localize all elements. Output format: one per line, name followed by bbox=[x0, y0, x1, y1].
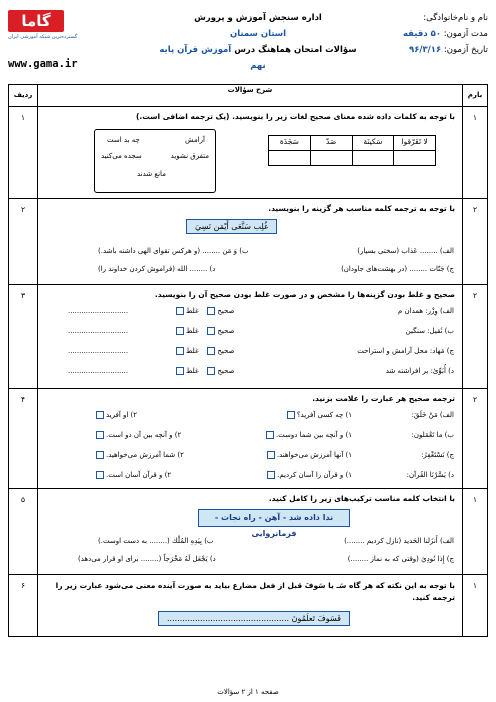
word-cell: سَكينَة bbox=[352, 136, 394, 151]
question-score: ۱ bbox=[463, 489, 488, 575]
date-value: ۹۶/۳/۱۶ bbox=[409, 45, 442, 55]
page-footer: صفحه ۱ از ۲ سؤالات bbox=[217, 688, 279, 696]
question-row-2 bbox=[9, 199, 488, 285]
fill-item-a: الف) ........ عَذاب (سختی بسیار) bbox=[357, 247, 454, 255]
word-box-wrap bbox=[186, 219, 277, 234]
tf-options: صحیح غلط bbox=[174, 367, 234, 375]
question-row-4 bbox=[9, 389, 488, 489]
mc-option-1[interactable]: ۱) و قرآن را آسان کردیم. bbox=[265, 471, 352, 479]
option-checkbox[interactable] bbox=[267, 471, 275, 479]
tf-options: صحیح غلط bbox=[174, 327, 234, 335]
date-label: تاریخ آزمون: bbox=[443, 45, 488, 55]
answer-cell[interactable] bbox=[269, 151, 311, 166]
question-body-4 bbox=[38, 389, 463, 489]
translate-box[interactable]: فَسَوفَ تَعلَمُونَ ................................................ bbox=[158, 611, 350, 626]
option-checkbox[interactable] bbox=[96, 411, 104, 419]
exam-title-prefix: سؤالات امتحان هماهنگ درس bbox=[234, 45, 357, 55]
answer-cell[interactable] bbox=[394, 151, 436, 166]
mc-option-1[interactable]: ۱) چه کسی آفرید؟ bbox=[285, 411, 352, 419]
option-checkbox[interactable] bbox=[266, 431, 274, 439]
wrong-checkbox[interactable] bbox=[176, 347, 184, 355]
question-text: صحیح و غلط بودن گزینه‌ها را مشخص و در صورت غلط بودن صحیح آن را بنویسید. bbox=[154, 290, 455, 299]
mc-label: ب) ما تَعْمَلون: bbox=[411, 431, 454, 439]
word-options-scroll bbox=[94, 129, 216, 193]
question-score: ۱ bbox=[463, 575, 488, 637]
word-cell: صَدّ bbox=[310, 136, 352, 151]
exam-title-block bbox=[158, 10, 358, 74]
mc-option-2[interactable]: ۲) او آفرید bbox=[94, 411, 137, 419]
question-row-6 bbox=[9, 575, 488, 637]
fill-item-b: ب) وَ مَن ........ (و هرکس تقوای الهی داشته باشد.) bbox=[98, 247, 249, 255]
mc-option-2[interactable]: ۲) و آنچه بین آن دو است. bbox=[94, 431, 181, 439]
questions-table bbox=[8, 84, 488, 637]
mc-label: الف) مَنْ خَلَقَ: bbox=[411, 411, 454, 419]
fill-item-b: ب) بِيَدِهِ المُلْك (........ به دست اوست.) bbox=[98, 537, 214, 545]
right-checkbox[interactable] bbox=[207, 347, 215, 355]
option-word: چه بد است bbox=[107, 136, 140, 144]
tf-options: صحیح غلط bbox=[174, 347, 234, 355]
answer-cell[interactable] bbox=[310, 151, 352, 166]
question-body-6 bbox=[38, 575, 463, 637]
mc-label: د) يَسَّرْنَا القُرآن: bbox=[406, 471, 454, 479]
question-text: با توجه به کلمات داده شده معنای صحیح لغات زیر را بنویسید. (یک ترجمه اضافی است.) bbox=[135, 112, 455, 121]
option-word: آرامش bbox=[185, 136, 205, 144]
header-score-col: بارم bbox=[463, 85, 488, 107]
duration-value: ۵۰ دقیقه bbox=[403, 29, 442, 39]
question-body-1 bbox=[38, 107, 463, 199]
question-score: ۲ bbox=[463, 285, 488, 389]
correction-line[interactable]: ........................... bbox=[68, 347, 129, 355]
mc-option-2[interactable]: ۲) و قرآن آسان است. bbox=[94, 471, 171, 479]
option-checkbox[interactable] bbox=[96, 431, 104, 439]
header-questions-col: شرح سؤالات bbox=[38, 85, 463, 107]
question-body-2 bbox=[38, 199, 463, 285]
site-url[interactable]: www.gama.ir bbox=[8, 58, 78, 70]
tf-item: الف) وِزْر: همدان م bbox=[397, 307, 454, 315]
duration-label: مدت آزمون: bbox=[443, 29, 488, 39]
question-text: با انتخاب کلمه مناسب ترکیب‌های زیر را کامل کنید. bbox=[268, 494, 455, 503]
question-body-5 bbox=[38, 489, 463, 575]
wrong-checkbox[interactable] bbox=[176, 327, 184, 335]
word-cell: سَجَدَة bbox=[269, 136, 311, 151]
translate-box-wrap bbox=[158, 611, 350, 626]
fill-item-c: ج) إِذا نُودِيَ (وقتی که به نماز ........) bbox=[347, 555, 454, 563]
option-checkbox[interactable] bbox=[287, 411, 295, 419]
right-checkbox[interactable] bbox=[207, 367, 215, 375]
question-score: ۲ bbox=[463, 389, 488, 489]
tf-item: ب) ثَقيل: سنگین bbox=[405, 327, 454, 335]
answer-cell[interactable] bbox=[352, 151, 394, 166]
province-name: استان سمنان bbox=[229, 29, 287, 39]
tf-item: د) أُبَوِّئ: بر افراشته شد bbox=[385, 367, 454, 375]
exam-subject: آموزش قرآن پایه نهم bbox=[159, 45, 266, 71]
name-label: نام و نام‌خانوادگی: bbox=[423, 13, 488, 23]
fill-item-c: ج) جَنّات ........ (در بهشت‌های جاودان) bbox=[341, 265, 454, 273]
fill-item-d: د) يَجْعَل لَهُ مَخْرَجاً (........ برای او قرار می‌دهد) bbox=[78, 555, 216, 563]
wrong-checkbox[interactable] bbox=[176, 367, 184, 375]
question-row-5 bbox=[9, 489, 488, 575]
option-checkbox[interactable] bbox=[267, 451, 275, 459]
option-word: سجده می‌کنید bbox=[101, 152, 142, 160]
option-word: مانع شدند bbox=[137, 170, 166, 178]
question-row-3 bbox=[9, 285, 488, 389]
logo-subtitle: گسترده‌ترین شبکه آموزشی ایران bbox=[8, 34, 78, 40]
mc-option-1[interactable]: ۱) و آنچه بین شما دوست. bbox=[264, 431, 352, 439]
question-number: ۶ bbox=[9, 575, 38, 637]
right-checkbox[interactable] bbox=[207, 307, 215, 315]
gama-logo: گاما bbox=[8, 10, 64, 32]
mc-option-2[interactable]: ۲) شما آمرزش می‌خواهید. bbox=[94, 451, 184, 459]
question-text: با توجه به ترجمه کلمه مناسب هر گزینه را بنویسید. bbox=[268, 204, 455, 213]
org-name: اداره سنجش آموزش و پرورش bbox=[194, 13, 322, 23]
question-text: ترجمه صحیح هر عبارت را علامت بزنید. bbox=[312, 394, 455, 403]
question-number: ۳ bbox=[9, 285, 38, 389]
tf-options: صحیح غلط bbox=[174, 307, 234, 315]
exam-header bbox=[8, 10, 488, 84]
option-checkbox[interactable] bbox=[96, 451, 104, 459]
word-cell: لا تَفَرّقوا bbox=[394, 136, 436, 151]
question-body-3 bbox=[38, 285, 463, 389]
question-number: ۲ bbox=[9, 199, 38, 285]
right-checkbox[interactable] bbox=[207, 327, 215, 335]
brand-block bbox=[8, 10, 118, 70]
student-info bbox=[348, 10, 488, 58]
correction-line[interactable]: ........................... bbox=[68, 307, 129, 315]
wrong-checkbox[interactable] bbox=[176, 307, 184, 315]
question-score: ۱ bbox=[463, 107, 488, 199]
option-checkbox[interactable] bbox=[96, 471, 104, 479]
fill-item-a: الف) أَنزَلنا الحَديد (نازل کردیم ........) bbox=[344, 537, 454, 545]
word-box: ندا داده شد - آهن - راه نجات - فرمانروایی bbox=[198, 509, 350, 527]
mc-label: ج) نَسْتَغْفِرُ: bbox=[421, 451, 454, 459]
question-score: ۲ bbox=[463, 199, 488, 285]
correction-line[interactable]: ........................... bbox=[68, 327, 129, 335]
correction-line[interactable]: ........................... bbox=[68, 367, 129, 375]
question-text: با توجه به این نکته که هر گاه سَـ یا سَوفَ قبل از فعل مضارع بیاید به صورت آینده معنی می‌شود عبارت زیر را ترجمه کنید. bbox=[55, 581, 455, 602]
question-number: ۱ bbox=[9, 107, 38, 199]
question-row-1 bbox=[9, 107, 488, 199]
question-number: ۵ bbox=[9, 489, 38, 575]
tf-item: ج) مَهاد: محل آرامش و استراحت bbox=[357, 347, 454, 355]
question-number: ۴ bbox=[9, 389, 38, 489]
fill-item-d: د) ........ الله (فراموش کردن خداوند را) bbox=[98, 265, 216, 273]
word-box: غُلِب سَنَّعَى أَيْمَن نَسِيَ bbox=[186, 219, 277, 234]
header-row-col: ردیف bbox=[9, 85, 38, 107]
mc-option-1[interactable]: ۱) آنها آمرزش می‌خواهند. bbox=[265, 451, 352, 459]
word-meaning-table bbox=[268, 135, 436, 166]
option-word: متفرق نشوید bbox=[170, 152, 209, 160]
